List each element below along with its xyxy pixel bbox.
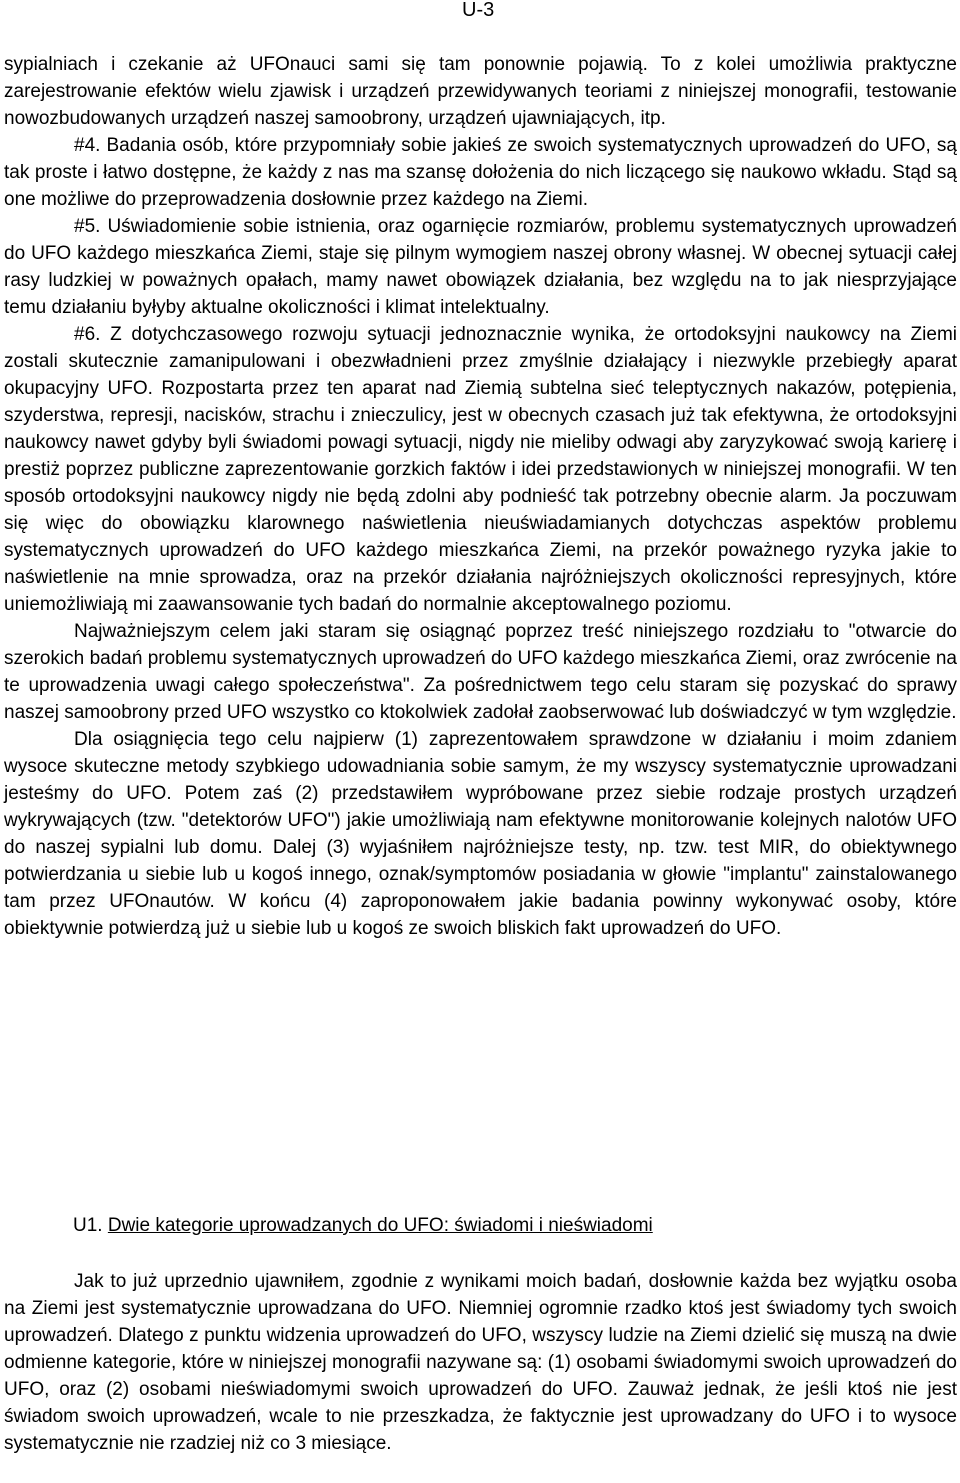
paragraph-point-4: #4. Badania osób, które przypomniały sobie jakieś ze swoich systematycznych uprowadzeń do UFO, są tak proste i łatwo dostępne, że każdy z nas ma szansę dołożenia do nich liczącego się naukowo wkładu. Stąd są one możliwe do przeprowadzenia dosłownie przez każdego na Ziemi.	[4, 135, 957, 210]
paragraph-main-goal: Najważniejszym celem jaki staram się osiągnąć poprzez treść niniejszego rozdziału to "otwarcie do szerokich badań problemu systematycznych uprowadzeń do UFO każdego mieszkańca Ziemi, oraz zwrócenie na te uprowadzenia uwagi całego społeczeństwa". Za pośrednictwem tego celu staram się pozyskać do sprawy naszej samoobrony przed UFO wszystko co ktokolwiek zadołał zaobserwować lub doświadczyć w tym względzie.	[4, 621, 957, 723]
section-title: Dwie kategorie uprowadzanych do UFO: świadomi i nieświadomi	[107, 1215, 653, 1236]
section-paragraph: Jak to już uprzednio ujawniłem, zgodnie z wynikami moich badań, dosłownie każda bez wyjątku osoba na Ziemi jest systematycznie uprowadzana do UFO. Niemniej ogromnie rzadko ktoś jest świadomy tych swoich uprowadzeń. Dlatego z punktu widzenia uprowadzeń do UFO, wszyscy ludzie na Ziemi dzielić się muszą na dwie odmienne kategorie, które w niniejszej monografii nazywane są: (1) osobami świadomymi swoich uprowadzeń do UFO, oraz (2) osobami nieświadomymi swoich uprowadzeń do UFO. Zauważ jednak, że jeśli ktoś nie jest świadom swoich uprowadzeń, wcale to nie przeszkadza, że faktycznie jest uprowadzany do UFO i to wysoce systematycznie nie rzadziej niż co 3 miesiące.	[4, 1271, 957, 1454]
paragraph-summary: Dla osiągnięcia tego celu najpierw (1) zaprezentowałem sprawdzone w działaniu i moim zdaniem wysoce skuteczne metody szybkiego udowadniania sobie samym, że my wszyscy systematycznie uprowadzani jesteśmy do UFO. Potem zaś (2) przedstawiłem wypróbowane przez siebie rodzaje prostych urządzeń wykrywających (tzw. "detektorów UFO") jakie umożliwiają nam efektywne monitorowanie kolejnych nalotów UFO do naszej sypialni lub domu. Dalej (3) wyjaśniłem najróżniejsze testy, np. tzw. test MIR, do obiektywnego potwierdzania u siebie lub u kogoś innego, oznak/symptomów posiadania w głowie "implantu" zainstalowanego tam przez UFOnautów. W końcu (4) zaproponowałem jakie badania powinny wykonywać osoby, które obiektywnie potwierdzą już u siebie lub u kogoś ze swoich bliskich fakt uprowadzeń do UFO.	[4, 729, 957, 939]
paragraph-point-6: #6. Z dotychczasowego rozwoju sytuacji jednoznacznie wynika, że ortodoksyjni naukowcy na Ziemi zostali skutecznie zamanipulowani i obezwładnieni przez zmyślnie działający i niezwykle przebiegły aparat okupacyjny UFO. Rozpostarta przez ten aparat nad Ziemią subtelna sieć teleptycznych nakazów, potępienia, szyderstwa, represji, nacisków, strachu i znieczulicy, jest w obecnych czasach już tak efektywna, że ortodoksyjni naukowcy nawet gdyby byli świadomi powagi sytuacji, nigdy nie mieliby odwagi aby zaryzykować swoją karierę i prestiż poprzez publiczne zaprezentowanie gorzkich faktów i idei przedstawionych w niniejszej monografii. W ten sposób ortodoksyjni naukowcy nigdy nie będą zdolni aby podnieść tak potrzebny obecnie alarm. Ja poczuwam się więc do obowiązku klarownego naświetlenia nieuświadamianych dotychczas aspektów problemu systematycznych uprowadzeń do UFO każdego mieszkańca Ziemi, na przekór poważnego ryzyka jakie to naświetlenie na mnie sprowadza, oraz na przekór działania najróżniejszych okoliczności represyjnych, które uniemożliwiają mi zaawansowanie tych badań do normalnie akceptowalnego poziomu.	[4, 324, 957, 615]
paragraph-point-5: #5. Uświadomienie sobie istnienia, oraz ogarnięcie rozmiarów, problemu systematycznych uprowadzeń do UFO każdego mieszkańca Ziemi, staje się pilnym wymogiem naszej obrony własnej. W obecnej sytuacji całej rasy ludzkiej w poważnych opałach, mamy nawet obowiązek działania, bez względu na to jak niesprzyjające temu działaniu byłyby aktualne okoliczności i klimat intelektualny.	[4, 216, 957, 318]
paragraph-continuation: sypialniach i czekanie aż UFOnauci sami się tam ponownie pojawią. To z kolei umożliwia praktyczne zarejestrowanie efektów wielu zjawisk i urządzeń przewidywanych teoriami z niniejszej monografii, testowanie nowozbudowanych urządzeń naszej samoobrony, urządzeń ujawniających, itp.	[4, 54, 957, 129]
body-text	[4, 51, 957, 942]
page-number: U-3	[462, 0, 495, 21]
section-number: U1.	[73, 1215, 103, 1236]
section-heading	[73, 1212, 953, 1239]
section-body	[4, 1268, 957, 1457]
